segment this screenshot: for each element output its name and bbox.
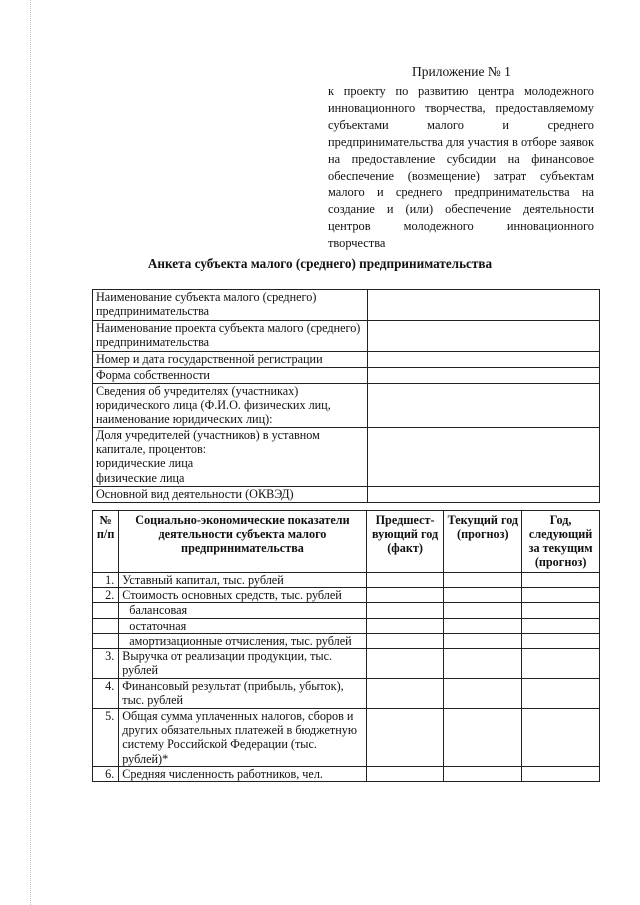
prev-year-cell[interactable] — [366, 679, 444, 709]
info-row — [93, 368, 600, 384]
prev-year-cell[interactable] — [366, 573, 444, 588]
next-year-cell[interactable] — [522, 633, 600, 648]
info-value-cell[interactable] — [368, 352, 600, 368]
current-year-cell[interactable] — [444, 649, 522, 679]
header-current-year: Текущий год (прогноз) — [444, 511, 522, 573]
row-num: 1. — [93, 573, 119, 588]
next-year-cell[interactable] — [522, 679, 600, 709]
row-label: Стоимость основных средств, тыс. рублей — [119, 588, 366, 603]
company-info-table — [92, 289, 600, 503]
current-year-cell[interactable] — [444, 588, 522, 603]
info-row — [93, 384, 600, 428]
current-year-cell[interactable] — [444, 633, 522, 648]
prev-year-cell[interactable] — [366, 618, 444, 633]
info-row — [93, 290, 600, 321]
next-year-cell[interactable] — [522, 618, 600, 633]
table-row — [93, 588, 600, 603]
current-year-cell[interactable] — [444, 618, 522, 633]
info-label: Сведения об учредителях (участниках) юридического лица (Ф.И.О. физических лиц, наименование юридических лиц): — [93, 384, 368, 428]
prev-year-cell[interactable] — [366, 603, 444, 618]
next-year-cell[interactable] — [522, 573, 600, 588]
info-value-cell[interactable] — [368, 428, 600, 487]
next-year-cell[interactable] — [522, 649, 600, 679]
prev-year-cell[interactable] — [366, 588, 444, 603]
info-value-cell[interactable] — [368, 384, 600, 428]
info-value-cell[interactable] — [368, 290, 600, 321]
table-row — [93, 679, 600, 709]
row-label: амортизационные отчисления, тыс. рублей — [119, 633, 366, 648]
info-label-group — [93, 428, 368, 487]
prev-year-cell[interactable] — [366, 709, 444, 767]
info-sublabel-individuals: физические лица — [96, 470, 185, 485]
info-value-cell[interactable] — [368, 368, 600, 384]
prev-year-cell[interactable] — [366, 633, 444, 648]
table-row — [93, 573, 600, 588]
header-indicator: Социально-экономические показатели деятельности субъекта малого предпринимательства — [119, 511, 366, 573]
info-row — [93, 352, 600, 368]
row-label: Общая сумма уплаченных налогов, сборов и других обязательных платежей в бюджетную систему Российской Федерации (тыс. рублей)* — [119, 709, 366, 767]
next-year-cell[interactable] — [522, 767, 600, 782]
row-label: Выручка от реализации продукции, тыс. рублей — [119, 649, 366, 679]
current-year-cell[interactable] — [444, 767, 522, 782]
info-row — [93, 321, 600, 352]
row-num — [93, 603, 119, 618]
header-num: № п/п — [93, 511, 119, 573]
current-year-cell[interactable] — [444, 679, 522, 709]
info-label: Наименование субъекта малого (среднего) предпринимательства — [93, 290, 368, 321]
row-label: Уставный капитал, тыс. рублей — [119, 573, 366, 588]
header-prev-year: Предшест-вующий год (факт) — [366, 511, 444, 573]
row-num: 6. — [93, 767, 119, 782]
appendix-text: к проекту по развитию центра молодежного инновационного творчества, предоставляемому субъектами малого и среднего предпринимательства для участия в отборе заявок на предоставление субсидии на финансовое обеспечение (возмещение) затрат субъектам малого и среднего предпринимательства на создание и (или) обеспечение деятельности центров молодежного инновационного творчества — [328, 84, 594, 251]
appendix-title: Приложение № 1 — [412, 64, 511, 79]
table-row — [93, 649, 600, 679]
row-label: балансовая — [119, 603, 366, 618]
table-row — [93, 603, 600, 618]
info-value-cell[interactable] — [368, 321, 600, 352]
info-row — [93, 428, 600, 487]
prev-year-cell[interactable] — [366, 767, 444, 782]
current-year-cell[interactable] — [444, 603, 522, 618]
row-num: 3. — [93, 649, 119, 679]
row-num — [93, 633, 119, 648]
info-label: Форма собственности — [93, 368, 368, 384]
next-year-cell[interactable] — [522, 709, 600, 767]
indicators-table — [92, 510, 600, 782]
row-num — [93, 618, 119, 633]
header-next-year: Год, следующий за текущим (прогноз) — [522, 511, 600, 573]
info-row — [93, 487, 600, 503]
row-label: остаточная — [119, 618, 366, 633]
row-label: Финансовый результат (прибыль, убыток), тыс. рублей — [119, 679, 366, 709]
row-num: 2. — [93, 588, 119, 603]
current-year-cell[interactable] — [444, 709, 522, 767]
row-label: Средняя численность работников, чел. — [119, 767, 366, 782]
indicators-header-row — [93, 511, 600, 573]
next-year-cell[interactable] — [522, 588, 600, 603]
info-sublabel-legal: юридические лица — [96, 456, 194, 471]
form-title: Анкета субъекта малого (среднего) предпринимательства — [147, 256, 493, 271]
info-value-cell[interactable] — [368, 487, 600, 503]
info-label: Наименование проекта субъекта малого (среднего) предпринимательства — [93, 321, 368, 352]
table-row — [93, 618, 600, 633]
table-row — [93, 709, 600, 767]
row-num: 4. — [93, 679, 119, 709]
next-year-cell[interactable] — [522, 603, 600, 618]
table-row — [93, 767, 600, 782]
current-year-cell[interactable] — [444, 573, 522, 588]
row-num: 5. — [93, 709, 119, 767]
info-label: Основной вид деятельности (ОКВЭД) — [93, 487, 368, 503]
info-label: Доля учредителей (участников) в уставном капитале, процентов: — [96, 428, 320, 457]
table-row — [93, 633, 600, 648]
page-edge-dotted-line — [30, 0, 32, 905]
prev-year-cell[interactable] — [366, 649, 444, 679]
info-label: Номер и дата государственной регистрации — [93, 352, 368, 368]
